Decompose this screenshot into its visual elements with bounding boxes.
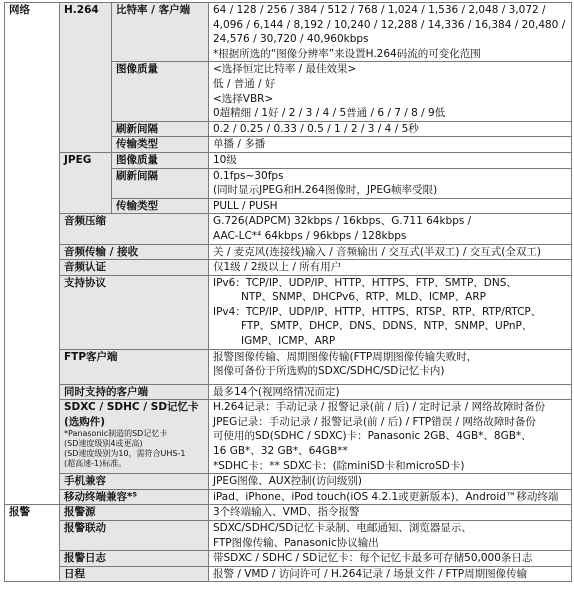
value-mobile-compat: JPEG图像、AUX控制(访问级别) [209, 474, 572, 490]
value-alarm-action [209, 521, 572, 551]
sd-card-note: *Panasonic制造的SD记忆卡 [64, 429, 168, 439]
value-alarm-log: 带SDXC / SDHC / SD记忆卡：每个记忆卡最多可存储50,000条日志 [209, 551, 572, 567]
subcategory-jpeg: JPEG [60, 152, 112, 213]
bitrate-line: 24,576 / 30,720 / 40,960kbps [213, 33, 369, 46]
label-alarm-log: 报警日志 [60, 551, 209, 567]
sd-card-line: *SDHC卡：** SDXC卡：(除miniSD卡和microSD卡) [213, 459, 465, 472]
value-concurrent-clients: 最多14个(视网络情况而定) [209, 384, 572, 400]
value-audio-auth: 仅1级 / 2级以上 / 所有用户 [209, 260, 572, 276]
row-audio-auth [5, 260, 572, 276]
label-bitrate: 比特率 / 客户端 [112, 3, 209, 62]
value-audio-transmission: 关 / 麦克风(连接线)输入 / 音频输出 / 交互式(半双工) / 交互式(全双工) [209, 244, 572, 260]
value-sd-card [209, 400, 572, 474]
label-jpeg-transmission: 传输类型 [112, 198, 209, 214]
jpeg-refresh-line: (同时显示JPEG和H.264图像时，JPEG帧率受限) [213, 184, 438, 197]
audio-compression-line: G.726(ADPCM) 32kbps / 16kbps、G.711 64kbps / [213, 215, 472, 228]
alarm-action-line: SDXC/SDHC/SD记忆卡录制、电邮通知、浏览器显示、 [213, 522, 472, 534]
ftp-client-line: 报警图像传输、周期图像传输(FTP周期图像传输失败时， [213, 350, 478, 363]
sd-card-optional: (选购件) [64, 415, 106, 428]
ipv6-line: IPv6：TCP/IP、UDP/IP、HTTP、HTTPS、FTP、SMTP、DNS、 [213, 276, 517, 289]
label-image-quality: 图像质量 [112, 62, 209, 121]
row-mobile-compat [5, 474, 572, 490]
jpeg-refresh-line: 0.1fps~30fps [213, 169, 284, 182]
value-schedule: 报警 / VMD / 访问许可 / H.264记录 / 场景文件 / FTP周期图像传输 [209, 566, 572, 582]
bitrate-line: 4,096 / 6,144 / 8,192 / 10,240 / 12,288 / 14,336 / 16,384 / 20,480 / [213, 18, 566, 31]
value-transmission-type: 单播 / 多播 [209, 137, 572, 153]
sd-card-line: JPEG记录：手动记录 / 报警记录(前 / 后) / FTP错误 / 网络故障时备份 [213, 415, 536, 428]
value-protocols [209, 275, 572, 349]
label-refresh-interval: 刷新间隔 [112, 121, 209, 137]
label-jpeg-quality: 图像质量 [112, 152, 209, 168]
value-jpeg-refresh [209, 168, 572, 198]
label-schedule: 日程 [60, 566, 209, 582]
value-jpeg-transmission: PULL / PUSH [209, 198, 572, 214]
quality-line: 0超精细 / 1好 / 2 / 3 / 4 / 5普通 / 6 / 7 / 8 / 9低 [213, 107, 446, 120]
row-audio-compression [5, 214, 572, 244]
row-alarm-action [5, 521, 572, 551]
category-alarm: 报警 [5, 505, 60, 582]
quality-line: <选择恒定比特率 / 最佳效果> [213, 63, 357, 76]
category-network: 网络 [5, 3, 60, 505]
label-sd-card [60, 400, 209, 474]
value-alarm-source: 3个终端输入、VMD、指令报警 [209, 505, 572, 521]
spec-table [4, 2, 572, 582]
value-audio-compression [209, 214, 572, 244]
value-mobile-terminal: iPad、iPhone、iPod touch(iOS 4.2.1或更新版本)、Android™移动终端 [209, 489, 572, 505]
ipv4-line: IGMP、ICMP、ARP [241, 335, 336, 348]
sd-card-note: (SD速度级别4或更高) [64, 439, 143, 449]
row-audio-transmission [5, 244, 572, 260]
label-audio-auth: 音频认证 [60, 260, 209, 276]
sd-card-title: SDXC / SDHC / SD记忆卡 [64, 401, 199, 414]
value-bitrate [209, 3, 572, 62]
value-refresh-interval: 0.2 / 0.25 / 0.33 / 0.5 / 1 / 2 / 3 / 4 / 5秒 [209, 121, 572, 137]
ipv4-line: FTP、SMTP、DHCP、DNS、DDNS、NTP、SNMP、UPnP、 [241, 320, 533, 333]
label-protocols: 支持协议 [60, 275, 209, 349]
ipv6-line: NTP、SNMP、DHCPv6、RTP、MLD、ICMP、ARP [241, 291, 486, 304]
sd-card-line: H.264记录：手动记录 / 报警记录(前 / 后) / 定时记录 / 网络故障时备份 [213, 401, 546, 414]
label-audio-transmission: 音频传输 / 接收 [60, 244, 209, 260]
row-h264-bitrate [5, 3, 572, 62]
value-ftp-client [209, 349, 572, 384]
label-alarm-source: 报警源 [60, 505, 209, 521]
row-alarm-source [5, 505, 572, 521]
sd-card-line: 16 GB*、32 GB*、64GB** [213, 445, 348, 458]
row-ftp-client [5, 349, 572, 384]
row-alarm-log [5, 551, 572, 567]
label-mobile-terminal: 移动终端兼容*⁵ [60, 489, 209, 505]
value-jpeg-quality: 10级 [209, 152, 572, 168]
row-mobile-terminal [5, 489, 572, 505]
bitrate-line: 64 / 128 / 256 / 384 / 512 / 768 / 1,024 / 1,536 / 2,048 / 3,072 / [213, 4, 546, 16]
ftp-client-line: 图像可备份于所选购的SDXC/SDHC/SD记忆卡内) [213, 365, 445, 378]
label-transmission-type: 传输类型 [112, 137, 209, 153]
label-audio-compression: 音频压缩 [60, 214, 209, 244]
bitrate-note: *根据所选的“图像分辨率”来设置H.264码流的可变化范围 [213, 47, 481, 60]
subcategory-h264: H.264 [60, 3, 112, 153]
quality-line: <选择VBR> [213, 92, 274, 105]
row-jpeg-quality [5, 152, 572, 168]
label-concurrent-clients: 同时支持的客户端 [60, 384, 209, 400]
quality-line: 低 / 普通 / 好 [213, 77, 276, 90]
ipv4-line: IPv4：TCP/IP、UDP/IP、HTTP、HTTPS、RTSP、RTP、RTP/RTCP、 [213, 305, 542, 318]
sd-card-note: (SD速度级别为10，需符合UHS-1 [64, 449, 186, 459]
row-schedule [5, 566, 572, 582]
row-protocols [5, 275, 572, 349]
value-image-quality [209, 62, 572, 121]
audio-compression-line: AAC-LC*⁴ 64kbps / 96kbps / 128kbps [213, 229, 407, 242]
row-sd-card [5, 400, 572, 474]
row-concurrent-clients [5, 384, 572, 400]
alarm-action-line: FTP图像传输、Panasonic协议输出 [213, 536, 379, 549]
label-ftp-client: FTP客户端 [60, 349, 209, 384]
sd-card-note: (超高速-1)标准。 [64, 459, 127, 469]
label-mobile-compat: 手机兼容 [60, 474, 209, 490]
sd-card-line: 可使用的SD(SDHC / SDXC)卡：Panasonic 2GB、4GB*、8GB*、 [213, 430, 532, 443]
label-alarm-action: 报警联动 [60, 521, 209, 551]
label-jpeg-refresh: 刷新间隔 [112, 168, 209, 198]
